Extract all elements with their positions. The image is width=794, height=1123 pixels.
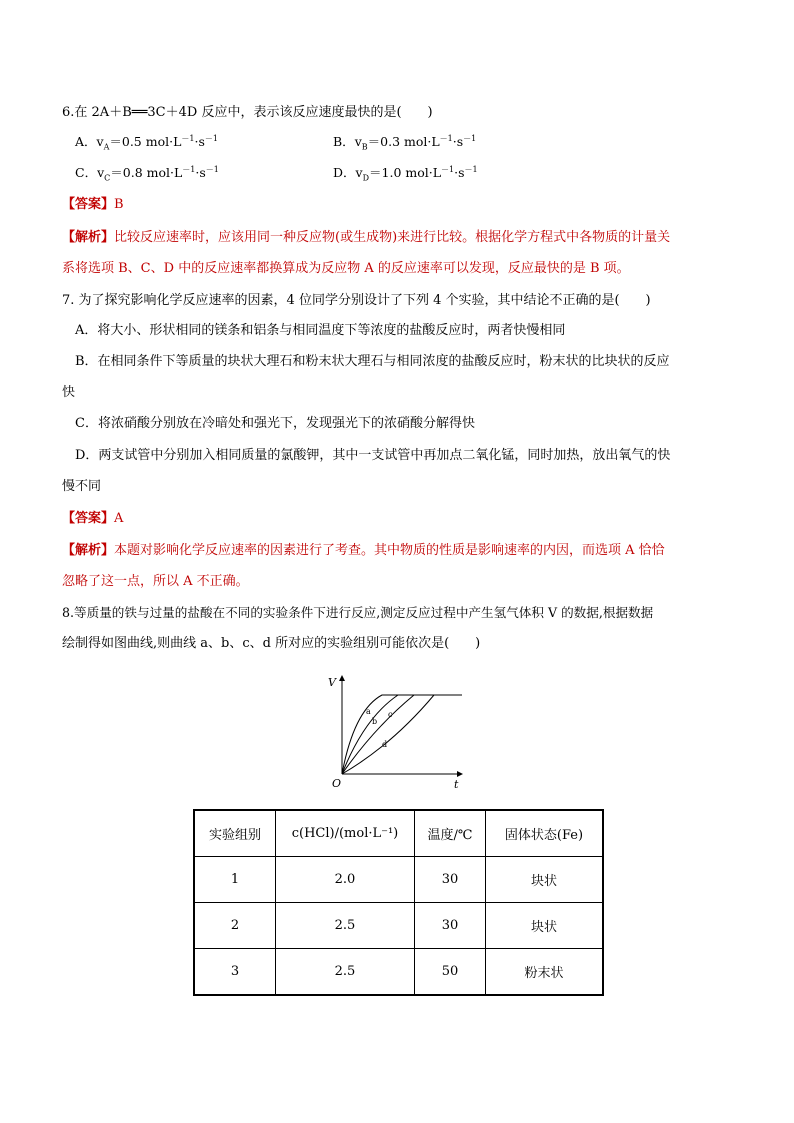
- curve-label-c: c: [388, 710, 393, 719]
- y-axis-label: V: [328, 676, 336, 689]
- table-cell: 块状: [486, 857, 604, 903]
- table-cell: 1: [194, 857, 276, 903]
- table-header-cell: c(HCl)/(mol·L⁻¹): [276, 810, 415, 857]
- q8-stem-line-1: 8.等质量的铁与过量的盐酸在不同的实验条件下进行反应,测定反应过程中产生氢气体积 V 的数据,根据数据: [62, 605, 654, 620]
- q6-option-b: B．$v_B=0.3$ $mol\cdot L^{-1}\cdot s^{-1}$: [333, 133, 477, 152]
- q7-answer: [62, 510, 123, 528]
- table-row: [194, 857, 603, 903]
- origin-label: O: [332, 777, 342, 790]
- q6-analysis-line-1: 【解析】比较反应速率时，应该用同一种反应物(或生成物)来进行比较。根据化学方程式中各物质的计量关: [62, 230, 671, 245]
- q7-analysis-line-1: 【解析】本题对影响化学反应速率的因素进行了考查。其中物质的性质是影响速率的内因，而选项 A 恰恰: [62, 543, 665, 558]
- analysis-tag: 【解析】: [62, 230, 115, 245]
- q6-option-d: D．$v_D=1.0$ $mol\cdot L^{-1}\cdot s^{-1}$: [333, 164, 478, 183]
- table-cell: 2.5: [276, 903, 415, 949]
- table-cell: 2: [194, 903, 276, 949]
- table-cell: 块状: [486, 903, 604, 949]
- q7-option-a: A．将大小、形状相同的镁条和铝条与相同温度下等浓度的盐酸反应时，两者快慢相同: [75, 323, 566, 338]
- q7-stem: 7. 为了探究影响化学反应速率的因素，4 位同学分别设计了下列 4 个实验，其中结论不正确的是( ): [62, 293, 651, 308]
- table-header-cell: 固体状态(Fe): [486, 810, 604, 857]
- curve-d: [342, 695, 434, 774]
- q7-option-b: B．在相同条件下等质量的块状大理石和粉末状大理石与相同浓度的盐酸反应时，粉末状的比块状的反应: [75, 354, 670, 369]
- q7-option-d-cont: 慢不同: [62, 479, 102, 494]
- volume-time-graph: [322, 670, 468, 795]
- table-cell: 30: [415, 903, 486, 949]
- x-axis-label: t: [454, 778, 459, 791]
- table-header-cell: 实验组别: [194, 810, 276, 857]
- q8-stem-line-2: 绘制得如图曲线,则曲线 a、b、c、d 所对应的实验组别可能依次是( ): [62, 636, 481, 651]
- table-row: [194, 903, 603, 949]
- q6-stem: 6.在 2A＋B══3C＋4D 反应中，表示该反应速度最快的是( ): [62, 105, 433, 120]
- table-row: [194, 949, 603, 996]
- table-cell: 50: [415, 949, 486, 996]
- table-cell: 3: [194, 949, 276, 996]
- q6-option-a: A．$v_A=0.5$ $mol\cdot L^{-1}\cdot s^{-1}$: [75, 133, 218, 152]
- curve-label-d: d: [382, 740, 388, 749]
- table-cell: 30: [415, 857, 486, 903]
- q6-answer: [62, 196, 124, 214]
- experiment-table: [193, 809, 604, 996]
- q7-option-b-cont: 快: [62, 385, 76, 400]
- table-cell: 粉末状: [486, 949, 604, 996]
- q6-option-c: C．$v_C=0.8$ $mol\cdot L^{-1}\cdot s^{-1}$: [75, 164, 219, 183]
- answer-value: B: [114, 197, 124, 212]
- answer-tag: 【答案】: [62, 197, 115, 212]
- table-header-cell: 温度/℃: [415, 810, 486, 857]
- answer-value: A: [114, 511, 124, 526]
- curve-label-a: a: [366, 707, 371, 716]
- curve-label-b: b: [372, 717, 378, 726]
- table-header-row: [194, 810, 603, 857]
- table-cell: 2.5: [276, 949, 415, 996]
- analysis-tag: 【解析】: [62, 543, 115, 558]
- q7-analysis-line-2: 忽略了这一点，所以 A 不正确。: [62, 574, 249, 589]
- q7-option-c: C．将浓硝酸分别放在冷暗处和强光下，发现强光下的浓硝酸分解得快: [75, 416, 475, 431]
- answer-tag: 【答案】: [62, 511, 115, 526]
- q7-option-d: D．两支试管中分别加入相同质量的氯酸钾，其中一支试管中再加点二氧化锰，同时加热，放出氧气的快: [75, 448, 671, 463]
- q6-analysis-line-2: 系将选项 B、C、D 中的反应速率都换算成为反应物 A 的反应速率可以发现，反应最快的是 B 项。: [62, 261, 630, 276]
- table-cell: 2.0: [276, 857, 415, 903]
